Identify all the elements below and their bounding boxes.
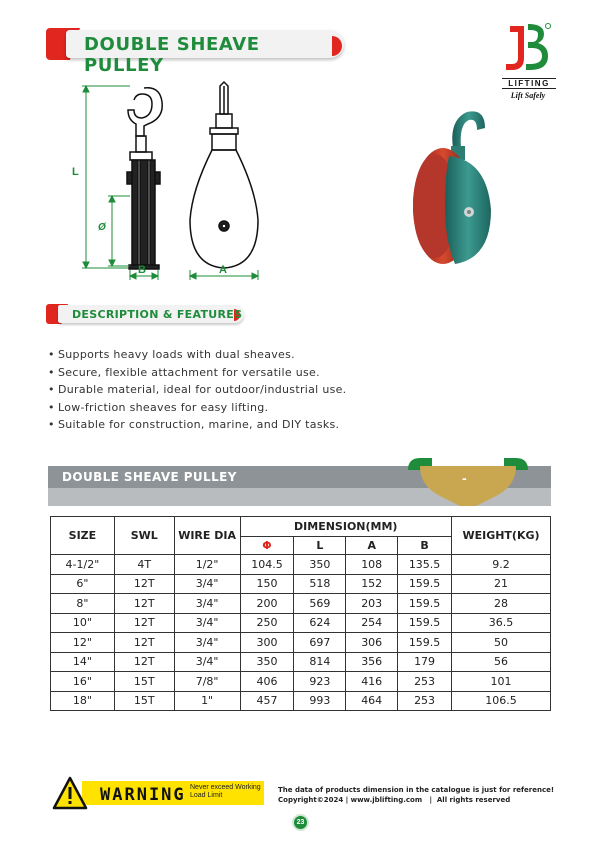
cell-a: 108 bbox=[346, 555, 398, 575]
cell-weight: 36.5 bbox=[452, 613, 551, 633]
header-size: SIZE bbox=[51, 517, 115, 555]
cell-a: 203 bbox=[346, 594, 398, 614]
cell-b: 135.5 bbox=[398, 555, 452, 575]
cell-swl: 12T bbox=[114, 613, 174, 633]
header-weight: WEIGHT(KG) bbox=[452, 517, 551, 555]
feature-item: • Secure, flexible attachment for versatile use. bbox=[48, 366, 346, 384]
tab-shape-icon bbox=[406, 456, 530, 508]
side-view bbox=[127, 88, 162, 269]
feature-item: • Low-friction sheaves for easy lifting. bbox=[48, 401, 346, 419]
table-band-title: DOUBLE SHEAVE PULLEY bbox=[62, 470, 237, 484]
warning-note bbox=[190, 784, 264, 800]
logo-brand: LIFTING bbox=[502, 78, 556, 89]
description-heading: DESCRIPTION & FEATURES bbox=[72, 308, 243, 321]
warning-banner bbox=[52, 776, 264, 810]
pulley-dimension-drawing bbox=[72, 80, 282, 285]
cell-wire-dia: 3/4" bbox=[174, 574, 240, 594]
cell-weight: 101 bbox=[452, 672, 551, 692]
cell-size: 12" bbox=[51, 633, 115, 653]
cell-a: 356 bbox=[346, 652, 398, 672]
cell-b: 253 bbox=[398, 672, 452, 692]
description-banner bbox=[46, 304, 246, 324]
logo-tagline: Lift Safely bbox=[510, 91, 546, 100]
cell-swl: 4T bbox=[114, 555, 174, 575]
cell-weight: 56 bbox=[452, 652, 551, 672]
cell-b: 253 bbox=[398, 691, 452, 711]
cell-weight: 106.5 bbox=[452, 691, 551, 711]
cell-weight: 50 bbox=[452, 633, 551, 653]
page-title: DOUBLE SHEAVE PULLEY bbox=[84, 34, 260, 76]
brand-logo bbox=[498, 18, 558, 108]
label-A: A bbox=[219, 264, 227, 276]
header-a: A bbox=[346, 537, 398, 555]
cell-swl: 15T bbox=[114, 672, 174, 692]
cell-l: 814 bbox=[294, 652, 346, 672]
cell-l: 350 bbox=[294, 555, 346, 575]
warning-note-line-1: Never exceed Working bbox=[190, 784, 261, 791]
cell-a: 152 bbox=[346, 574, 398, 594]
label-L: L bbox=[72, 166, 79, 178]
cell-phi: 150 bbox=[240, 574, 294, 594]
product-photo bbox=[395, 100, 525, 275]
cell-swl: 12T bbox=[114, 652, 174, 672]
cell-l: 993 bbox=[294, 691, 346, 711]
cell-wire-dia: 1" bbox=[174, 691, 240, 711]
cell-l: 624 bbox=[294, 613, 346, 633]
cell-swl: 12T bbox=[114, 633, 174, 653]
cell-l: 569 bbox=[294, 594, 346, 614]
cell-l: 518 bbox=[294, 574, 346, 594]
label-B: B bbox=[138, 264, 146, 276]
cell-size: 4-1/2" bbox=[51, 555, 115, 575]
cell-b: 159.5 bbox=[398, 613, 452, 633]
header-b: B bbox=[398, 537, 452, 555]
cell-b: 159.5 bbox=[398, 633, 452, 653]
cell-size: 14" bbox=[51, 652, 115, 672]
cell-phi: 250 bbox=[240, 613, 294, 633]
cell-size: 16" bbox=[51, 672, 115, 692]
cell-a: 254 bbox=[346, 613, 398, 633]
cell-b: 159.5 bbox=[398, 594, 452, 614]
cell-swl: 15T bbox=[114, 691, 174, 711]
warning-word: WARNING bbox=[100, 785, 186, 805]
table-row bbox=[51, 555, 551, 575]
feature-list bbox=[48, 348, 346, 436]
cell-swl: 12T bbox=[114, 574, 174, 594]
cell-wire-dia: 3/4" bbox=[174, 613, 240, 633]
cell-wire-dia: 3/4" bbox=[174, 652, 240, 672]
table-tab-decoration bbox=[406, 456, 530, 508]
cell-phi: 300 bbox=[240, 633, 294, 653]
table-row bbox=[51, 594, 551, 614]
cell-l: 923 bbox=[294, 672, 346, 692]
feature-item: • Supports heavy loads with dual sheaves. bbox=[48, 348, 346, 366]
feature-item: • Durable material, ideal for outdoor/industrial use. bbox=[48, 383, 346, 401]
disclaimer-line-2: Copyright©2024 | www.jblifting.com | All rights reserved bbox=[278, 796, 511, 804]
cell-swl: 12T bbox=[114, 594, 174, 614]
cell-wire-dia: 3/4" bbox=[174, 594, 240, 614]
header-dimension: DIMENSION(MM) bbox=[240, 517, 452, 537]
table-row bbox=[51, 574, 551, 594]
header-l: L bbox=[294, 537, 346, 555]
cell-size: 18" bbox=[51, 691, 115, 711]
jb-logo-mark-icon bbox=[498, 18, 558, 78]
disclaimer-line-1: The data of products dimension in the catalogue is just for reference! bbox=[278, 786, 555, 794]
technical-diagram bbox=[72, 80, 282, 285]
cell-a: 464 bbox=[346, 691, 398, 711]
header-wire-dia: WIRE DIA bbox=[174, 517, 240, 555]
cell-wire-dia: 3/4" bbox=[174, 633, 240, 653]
cell-phi: 104.5 bbox=[240, 555, 294, 575]
cell-b: 179 bbox=[398, 652, 452, 672]
feature-item: • Suitable for construction, marine, and DIY tasks. bbox=[48, 418, 346, 436]
pulley-product-image bbox=[395, 100, 525, 275]
cell-size: 10" bbox=[51, 613, 115, 633]
table-row bbox=[51, 672, 551, 692]
cell-phi: 200 bbox=[240, 594, 294, 614]
cell-weight: 9.2 bbox=[452, 555, 551, 575]
page-number: 23 bbox=[292, 814, 309, 831]
table-row bbox=[51, 613, 551, 633]
cell-wire-dia: 1/2" bbox=[174, 555, 240, 575]
cell-a: 306 bbox=[346, 633, 398, 653]
label-phi: Ø bbox=[98, 222, 106, 233]
spec-table bbox=[50, 516, 551, 711]
table-row bbox=[51, 691, 551, 711]
header-phi: Φ bbox=[240, 537, 294, 555]
cell-weight: 21 bbox=[452, 574, 551, 594]
disclaimer bbox=[278, 785, 554, 805]
table-row bbox=[51, 633, 551, 653]
title-banner bbox=[46, 28, 346, 76]
header-swl: SWL bbox=[114, 517, 174, 555]
cell-l: 697 bbox=[294, 633, 346, 653]
warning-triangle-icon bbox=[52, 776, 88, 810]
cell-weight: 28 bbox=[452, 594, 551, 614]
spec-table-wrap bbox=[50, 516, 551, 711]
cell-size: 6" bbox=[51, 574, 115, 594]
cell-phi: 406 bbox=[240, 672, 294, 692]
cell-a: 416 bbox=[346, 672, 398, 692]
cell-b: 159.5 bbox=[398, 574, 452, 594]
cell-size: 8" bbox=[51, 594, 115, 614]
warning-note-line-2: Load Limit bbox=[190, 792, 223, 799]
cell-wire-dia: 7/8" bbox=[174, 672, 240, 692]
cell-phi: 457 bbox=[240, 691, 294, 711]
cell-phi: 350 bbox=[240, 652, 294, 672]
tab-dash: - bbox=[462, 470, 467, 486]
front-view bbox=[190, 82, 258, 268]
table-row bbox=[51, 652, 551, 672]
